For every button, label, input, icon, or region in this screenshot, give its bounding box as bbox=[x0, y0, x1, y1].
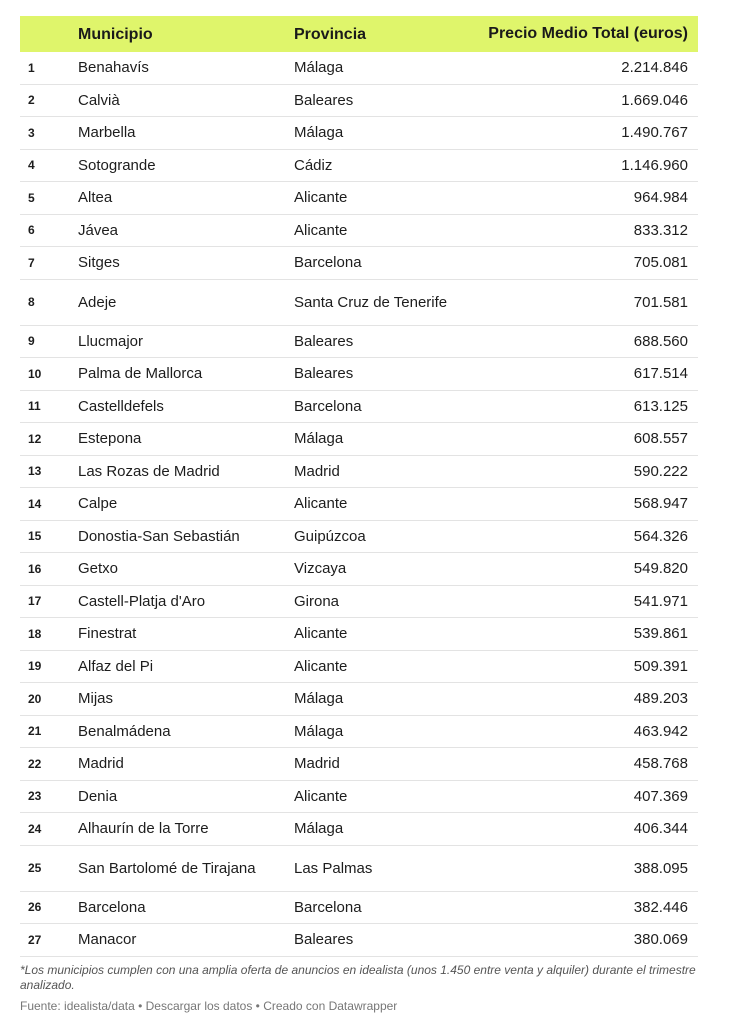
municipio-cell: Las Rozas de Madrid bbox=[78, 462, 220, 480]
provincia-cell: Madrid bbox=[294, 755, 340, 773]
download-data-link[interactable]: Descargar los datos bbox=[145, 999, 253, 1013]
provincia-cell: Alicante bbox=[294, 787, 348, 805]
rank-cell: 16 bbox=[28, 561, 42, 576]
table-row bbox=[20, 618, 698, 651]
provincia-cell: Alicante bbox=[294, 625, 348, 643]
municipio-cell: Benahavís bbox=[78, 59, 149, 77]
table-row bbox=[20, 117, 698, 150]
precio-cell: 608.557 bbox=[633, 430, 688, 448]
precio-cell: 568.947 bbox=[633, 495, 688, 513]
header-precio[interactable]: Precio Medio Total (euros) bbox=[488, 25, 688, 42]
municipio-cell: Altea bbox=[78, 189, 113, 207]
precio-cell: 380.069 bbox=[633, 931, 688, 949]
municipio-cell: Llucmajor bbox=[78, 332, 144, 350]
table-row bbox=[20, 488, 698, 521]
rank-cell: 9 bbox=[28, 334, 35, 349]
provincia-cell: Málaga bbox=[294, 124, 344, 142]
table-row bbox=[20, 781, 698, 814]
municipio-cell: Adeje bbox=[78, 293, 117, 311]
provincia-cell: Baleares bbox=[294, 931, 354, 949]
precio-cell: 701.581 bbox=[633, 293, 688, 311]
municipio-cell: Estepona bbox=[78, 430, 142, 448]
table-row bbox=[20, 892, 698, 925]
rank-cell: 24 bbox=[28, 821, 42, 836]
provincia-cell: Baleares bbox=[294, 332, 354, 350]
table-row bbox=[20, 358, 698, 391]
table-row bbox=[20, 651, 698, 684]
provincia-cell: Baleares bbox=[294, 365, 354, 383]
table-header bbox=[20, 16, 698, 52]
provincia-cell: Alicante bbox=[294, 221, 348, 239]
separator: • bbox=[252, 999, 264, 1013]
municipio-cell: Alfaz del Pi bbox=[78, 657, 154, 675]
table-row bbox=[20, 423, 698, 456]
municipio-cell: Manacor bbox=[78, 931, 137, 949]
table-row bbox=[20, 521, 698, 554]
precio-cell: 541.971 bbox=[633, 592, 688, 610]
municipio-cell: Benalmádena bbox=[78, 722, 171, 740]
rank-cell: 14 bbox=[28, 496, 42, 511]
separator: • bbox=[134, 999, 146, 1013]
provincia-cell: Málaga bbox=[294, 690, 344, 708]
table-row bbox=[20, 716, 698, 749]
header-municipio[interactable]: Municipio bbox=[78, 25, 153, 43]
table-row bbox=[20, 85, 698, 118]
table-row bbox=[20, 280, 698, 326]
rank-cell: 17 bbox=[28, 594, 42, 609]
provincia-cell: Barcelona bbox=[294, 898, 362, 916]
table-row bbox=[20, 813, 698, 846]
municipio-cell: Barcelona bbox=[78, 898, 146, 916]
municipio-cell: Alhaurín de la Torre bbox=[78, 820, 209, 838]
rank-cell: 10 bbox=[28, 366, 42, 381]
provincia-cell: Málaga bbox=[294, 430, 344, 448]
table-row bbox=[20, 683, 698, 716]
table-row bbox=[20, 586, 698, 619]
precio-cell: 406.344 bbox=[633, 820, 688, 838]
precio-cell: 1.669.046 bbox=[621, 91, 688, 109]
table-body bbox=[20, 52, 698, 957]
rank-cell: 7 bbox=[28, 255, 35, 270]
table-row bbox=[20, 456, 698, 489]
precio-cell: 705.081 bbox=[633, 254, 688, 272]
data-table bbox=[20, 16, 698, 957]
rank-cell: 8 bbox=[28, 295, 35, 309]
rank-cell: 22 bbox=[28, 756, 42, 771]
table-row bbox=[20, 391, 698, 424]
provincia-cell: Girona bbox=[294, 592, 340, 610]
municipio-cell: Calvià bbox=[78, 91, 120, 109]
precio-cell: 613.125 bbox=[633, 397, 688, 415]
precio-cell: 407.369 bbox=[633, 787, 688, 805]
rank-cell: 12 bbox=[28, 431, 42, 446]
municipio-cell: Madrid bbox=[78, 755, 124, 773]
source-line bbox=[20, 999, 397, 1013]
table-row bbox=[20, 215, 698, 248]
municipio-cell: Mijas bbox=[78, 690, 114, 708]
precio-cell: 509.391 bbox=[633, 657, 688, 675]
provincia-cell: Vizcaya bbox=[294, 560, 347, 578]
source-credit: Fuente: idealista/data bbox=[20, 999, 135, 1013]
provincia-cell: Guipúzcoa bbox=[294, 527, 366, 545]
provincia-cell: Las Palmas bbox=[294, 859, 373, 877]
table-row bbox=[20, 553, 698, 586]
provincia-cell: Alicante bbox=[294, 189, 348, 207]
rank-cell: 25 bbox=[28, 861, 42, 875]
precio-cell: 688.560 bbox=[633, 332, 688, 350]
rank-cell: 3 bbox=[28, 125, 35, 140]
provincia-cell: Barcelona bbox=[294, 397, 362, 415]
header-provincia[interactable]: Provincia bbox=[294, 25, 367, 43]
table-row bbox=[20, 150, 698, 183]
table-row bbox=[20, 52, 698, 85]
precio-cell: 382.446 bbox=[633, 898, 688, 916]
municipio-cell: Getxo bbox=[78, 560, 119, 578]
datawrapper-link[interactable]: Creado con Datawrapper bbox=[263, 999, 398, 1013]
rank-cell: 20 bbox=[28, 691, 42, 706]
rank-cell: 4 bbox=[28, 158, 35, 173]
precio-cell: 549.820 bbox=[633, 560, 688, 578]
municipio-cell: San Bartolomé de Tirajana bbox=[78, 859, 256, 877]
rank-cell: 2 bbox=[28, 93, 35, 108]
provincia-cell: Madrid bbox=[294, 462, 340, 480]
precio-cell: 833.312 bbox=[633, 221, 688, 239]
rank-cell: 13 bbox=[28, 464, 42, 479]
provincia-cell: Málaga bbox=[294, 59, 344, 77]
provincia-cell: Alicante bbox=[294, 657, 348, 675]
rank-cell: 5 bbox=[28, 190, 35, 205]
provincia-cell: Baleares bbox=[294, 91, 354, 109]
municipio-cell: Castelldefels bbox=[78, 397, 164, 415]
precio-cell: 1.490.767 bbox=[621, 124, 688, 142]
municipio-cell: Castell-Platja d'Aro bbox=[78, 592, 206, 610]
rank-cell: 19 bbox=[28, 659, 42, 674]
provincia-cell: Barcelona bbox=[294, 254, 362, 272]
rank-cell: 26 bbox=[28, 900, 42, 915]
precio-cell: 489.203 bbox=[633, 690, 688, 708]
provincia-cell: Cádiz bbox=[294, 156, 333, 174]
municipio-cell: Donostia-San Sebastián bbox=[78, 527, 240, 545]
provincia-cell: Málaga bbox=[294, 820, 344, 838]
table-row bbox=[20, 924, 698, 957]
precio-cell: 388.095 bbox=[633, 859, 688, 877]
table-row bbox=[20, 182, 698, 215]
provincia-cell: Alicante bbox=[294, 495, 348, 513]
table-row bbox=[20, 846, 698, 892]
precio-cell: 964.984 bbox=[633, 189, 688, 207]
rank-cell: 18 bbox=[28, 626, 42, 641]
footnote: *Los municipios cumplen con una amplia oferta de anuncios en idealista (unos 1.450 entre venta y alquiler) durante el trimestre analizado. bbox=[20, 963, 696, 992]
precio-cell: 590.222 bbox=[633, 462, 688, 480]
municipio-cell: Palma de Mallorca bbox=[78, 365, 203, 383]
rank-cell: 1 bbox=[28, 60, 35, 75]
table-row bbox=[20, 748, 698, 781]
rank-cell: 15 bbox=[28, 529, 42, 544]
provincia-cell: Málaga bbox=[294, 722, 344, 740]
rank-cell: 21 bbox=[28, 724, 42, 739]
municipio-cell: Marbella bbox=[78, 124, 136, 142]
municipio-cell: Jávea bbox=[78, 221, 119, 239]
municipio-cell: Calpe bbox=[78, 495, 118, 513]
rank-cell: 6 bbox=[28, 223, 35, 238]
municipio-cell: Sotogrande bbox=[78, 156, 156, 174]
precio-cell: 2.214.846 bbox=[621, 59, 688, 77]
precio-cell: 539.861 bbox=[633, 625, 688, 643]
precio-cell: 458.768 bbox=[633, 755, 688, 773]
municipio-cell: Denia bbox=[78, 787, 118, 805]
precio-cell: 463.942 bbox=[633, 722, 688, 740]
precio-cell: 617.514 bbox=[633, 365, 688, 383]
rank-cell: 23 bbox=[28, 789, 42, 804]
municipio-cell: Sitges bbox=[78, 254, 120, 272]
municipio-cell: Finestrat bbox=[78, 625, 137, 643]
table-row bbox=[20, 247, 698, 280]
precio-cell: 1.146.960 bbox=[621, 156, 688, 174]
table-row bbox=[20, 326, 698, 359]
provincia-cell: Santa Cruz de Tenerife bbox=[294, 293, 448, 311]
rank-cell: 11 bbox=[28, 399, 41, 414]
rank-cell: 27 bbox=[28, 932, 42, 947]
precio-cell: 564.326 bbox=[633, 527, 688, 545]
